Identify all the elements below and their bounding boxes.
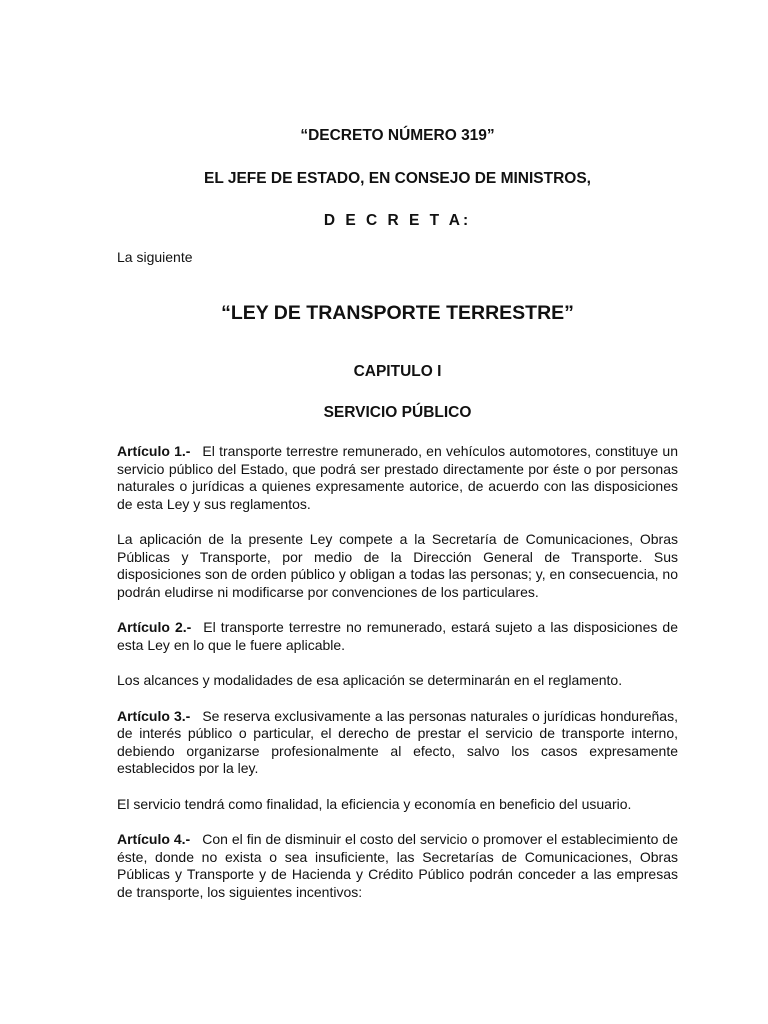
paragraph-text: La aplicación de la presente Ley compete a la Secretaría de Comunicaciones, Obras Públicas y Transporte, por medio de la Dirección General de Transporte. Sus disposiciones son de orden público y obligan a todas las personas; y, en consecuencia, no podrán eludirse ni modificarse por convenciones de los particulares. [117, 531, 678, 600]
paragraph-text: Con el fin de disminuir el costo del servicio o promover el establecimiento de éste, donde no exista o sea insuficiente, las Secretarías de Comunicaciones, Obras Públicas y Transporte y de Hacienda y Crédito Público podrán conceder a las empresas de transporte, los siguientes incentivos: [117, 831, 678, 900]
document-page [117, 0, 678, 1024]
paragraph-article-3-cont [117, 796, 678, 814]
paragraph-article-4 [117, 831, 678, 901]
paragraph-article-3 [117, 708, 678, 778]
chapter-heading: CAPITULO I [353, 363, 442, 380]
intro-text: La siguiente [117, 249, 193, 265]
paragraph-article-1-cont [117, 531, 678, 601]
article-label: Artículo 3.- [117, 707, 191, 724]
paragraph-article-2 [117, 619, 678, 654]
paragraph-text: Se reserva exclusivamente a las personas naturales o jurídicas hondureñas, de interés público o particular, el derecho de prestar el servicio de transporte interno, debiendo organizarse profesionalmente al efecto, salvo los casos expresamente establecidos por la ley. [117, 707, 678, 776]
decreta-heading: D E C R E T A: [323, 212, 472, 229]
issuer-heading: EL JEFE DE ESTADO, EN CONSEJO DE MINISTROS, [204, 170, 591, 187]
paragraph-text: El transporte terrestre no remunerado, estará sujeto a las disposiciones de esta Ley en lo que le fuere aplicable. [117, 619, 678, 653]
paragraph-text: El servicio tendrá como finalidad, la eficiencia y economía en beneficio del usuario. [117, 795, 632, 812]
article-label: Artículo 4.- [117, 831, 191, 847]
document-body [117, 443, 678, 919]
section-heading: SERVICIO PÚBLICO [323, 404, 472, 421]
law-title: “LEY DE TRANSPORTE TERRESTRE” [221, 302, 574, 324]
article-label: Artículo 1.- [117, 443, 191, 459]
paragraph-text: El transporte terrestre remunerado, en vehículos automotores, constituye un servicio público del Estado, que podrá ser prestado directamente por éste o por personas naturales o jurídicas a quienes expresamente autorice, de acuerdo con las disposiciones de esta Ley y sus reglamentos. [117, 443, 678, 512]
paragraph-article-2-cont [117, 672, 678, 690]
article-label: Artículo 2.- [117, 619, 192, 635]
paragraph-text: Los alcances y modalidades de esa aplicación se determinarán en el reglamento. [117, 672, 623, 688]
decree-number-heading: “DECRETO NÚMERO 319” [300, 127, 495, 144]
paragraph-article-1 [117, 443, 678, 513]
